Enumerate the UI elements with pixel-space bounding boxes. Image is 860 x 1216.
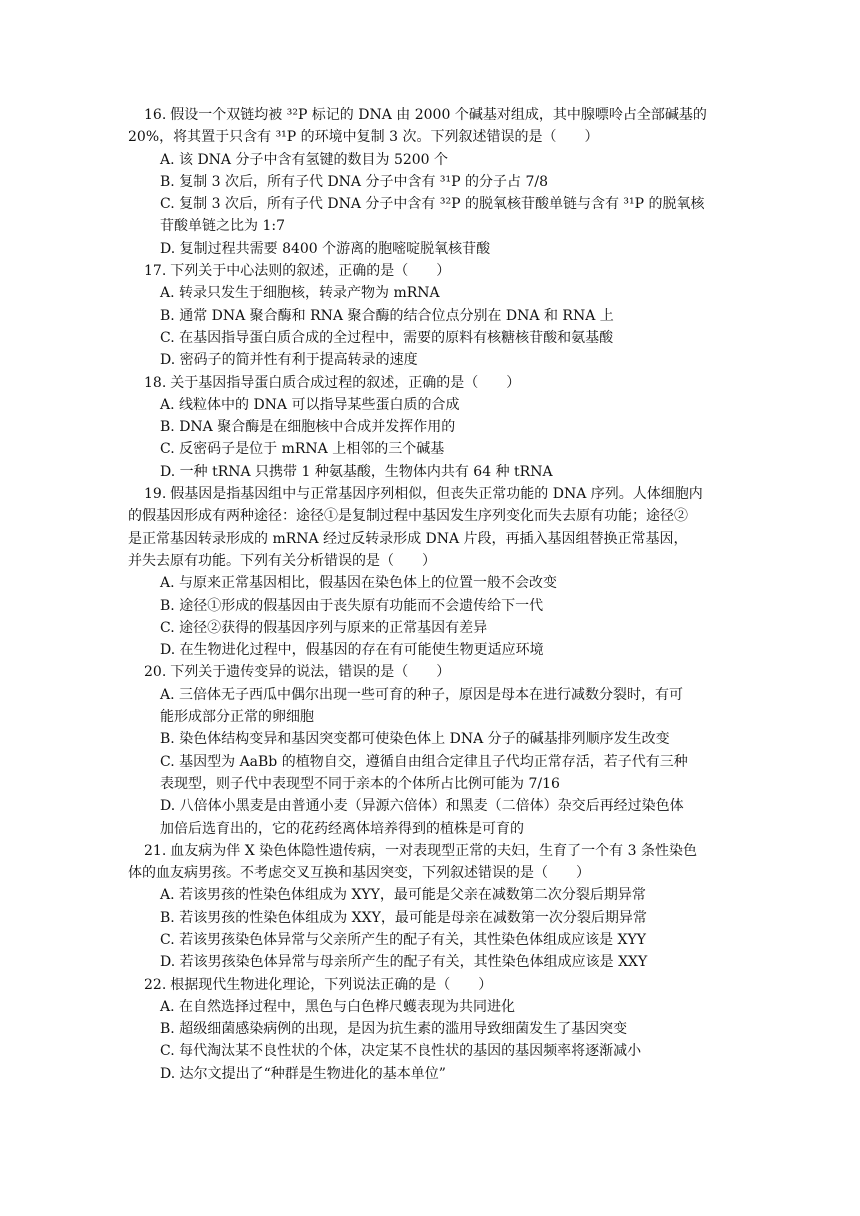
question-stem-line: 20%，将其置于只含有 ³¹P 的环境中复制 3 次。下列叙述错误的是（ ） xyxy=(128,129,599,146)
answer-option: D. 一种 tRNA 只携带 1 种氨基酸，生物体内共有 64 种 tRNA xyxy=(160,463,553,480)
question-21 xyxy=(128,840,734,974)
question-number: 20. xyxy=(144,664,167,681)
question-20 xyxy=(128,661,734,839)
answer-option: B. 染色体结构变异和基因突变都可使染色体上 DNA 分子的碱基排列顺序发生改变 xyxy=(160,731,670,748)
answer-option: A. 线粒体中的 DNA 可以指导某些蛋白质的合成 xyxy=(160,396,460,413)
answer-option: C. 基因型为 AaBb 的植物自交，遵循自由组合定律且子代均正常存活，若子代有三种 xyxy=(160,753,688,770)
question-number: 19. xyxy=(144,486,167,503)
answer-option: A. 转录只发生于细胞核，转录产物为 mRNA xyxy=(160,285,440,302)
question-stem-line: 并失去原有功能。下列有关分析错误的是（ ） xyxy=(128,552,436,569)
question-stem-first-line xyxy=(128,661,734,683)
question-number: 17. xyxy=(144,263,167,280)
question-number: 18. xyxy=(144,374,167,391)
question-number: 21. xyxy=(144,842,167,859)
answer-option: C. 复制 3 次后，所有子代 DNA 分子中含有 ³²P 的脱氧核苷酸单链与含有 ³¹P 的脱氧核 xyxy=(160,196,705,213)
question-22 xyxy=(128,974,734,1085)
answer-option: C. 途径②获得的假基因序列与原来的正常基因有差异 xyxy=(160,619,488,636)
question-stem-first-line xyxy=(128,840,734,862)
question-stem-first-line xyxy=(128,260,734,282)
question-stem-line: 体的血友病男孩。不考虑交叉互换和基因突变，下列叙述错误的是（ ） xyxy=(128,865,590,882)
answer-option: D. 达尔文提出了“种群是生物进化的基本单位” xyxy=(160,1065,446,1082)
question-stem-text: 关于基因指导蛋白质合成过程的叙述，正确的是（ ） xyxy=(170,374,521,391)
answer-option: A. 若该男孩的性染色体组成为 XYY，最可能是父亲在减数第二次分裂后期异常 xyxy=(160,887,646,904)
answer-option: B. 超级细菌感染病例的出现，是因为抗生素的滥用导致细菌发生了基因突变 xyxy=(160,1021,628,1038)
question-stem-first-line xyxy=(128,974,734,996)
answer-option: B. 途径①形成的假基因由于丧失原有功能而不会遗传给下一代 xyxy=(160,597,544,614)
answer-option: C. 每代淘汰某不良性状的个体，决定某不良性状的基因的基因频率将逐渐减小 xyxy=(160,1043,642,1060)
question-number: 22. xyxy=(144,976,167,993)
question-17 xyxy=(128,260,734,371)
answer-option: D. 八倍体小黑麦是由普通小麦（异源六倍体）和黑麦（二倍体）杂交后再经过染色体 xyxy=(160,798,684,815)
question-stem-first-line xyxy=(128,372,734,394)
question-stem-text: 根据现代生物进化理论，下列说法正确的是（ ） xyxy=(170,976,493,993)
answer-option: B. 复制 3 次后，所有子代 DNA 分子中含有 ³¹P 的分子占 7/8 xyxy=(160,173,549,190)
answer-option-continuation: 加倍后选育出的，它的花药经离体培养得到的植株是可育的 xyxy=(160,820,524,837)
answer-option-continuation: 苷酸单链之比为 1:7 xyxy=(160,218,285,235)
answer-option: B. 若该男孩的性染色体组成为 XXY，最可能是母亲在减数第一次分裂后期异常 xyxy=(160,909,647,926)
question-stem-text: 血友病为伴 X 染色体隐性遗传病，一对表现型正常的夫妇，生育了一个有 3 条性染色 xyxy=(170,842,697,859)
answer-option: D. 复制过程共需要 8400 个游离的胞嘧啶脱氧核苷酸 xyxy=(160,240,491,257)
answer-option: B. DNA 聚合酶是在细胞核中合成并发挥作用的 xyxy=(160,419,456,436)
answer-option-continuation: 能形成部分正常的卵细胞 xyxy=(160,709,314,726)
question-stem-first-line xyxy=(128,483,734,505)
question-stem-text: 下列关于遗传变异的说法，错误的是（ ） xyxy=(170,664,451,681)
answer-option-continuation: 表现型，则子代中表现型不同于亲本的个体所占比例可能为 7/16 xyxy=(160,775,560,792)
answer-option: A. 该 DNA 分子中含有氢键的数目为 5200 个 xyxy=(160,151,449,168)
answer-option: D. 若该男孩染色体异常与母亲所产生的配子有关，其性染色体组成应该是 XXY xyxy=(160,954,648,971)
answer-option: D. 在生物进化过程中，假基因的存在有可能使生物更适应环境 xyxy=(160,642,544,659)
answer-option: C. 反密码子是位于 mRNA 上相邻的三个碱基 xyxy=(160,441,445,458)
question-list xyxy=(128,104,734,1085)
question-18 xyxy=(128,372,734,483)
question-stem-text: 假基因是指基因组中与正常基因序列相似，但丧失正常功能的 DNA 序列。人体细胞内 xyxy=(170,486,703,503)
answer-option: B. 通常 DNA 聚合酶和 RNA 聚合酶的结合位点分别在 DNA 和 RNA 上 xyxy=(160,307,614,324)
question-stem-first-line xyxy=(128,104,734,126)
question-number: 16. xyxy=(144,107,167,123)
answer-option: C. 若该男孩染色体异常与父亲所产生的配子有关，其性染色体组成应该是 XYY xyxy=(160,931,647,948)
answer-option: A. 三倍体无子西瓜中偶尔出现一些可育的种子，原因是母本在进行减数分裂时，有可 xyxy=(160,686,684,703)
question-16 xyxy=(128,104,734,260)
question-stem-line: 是正常基因转录形成的 mRNA 经过反转录形成 DNA 片段，再插入基因组替换正常基因， xyxy=(128,530,688,547)
answer-option: C. 在基因指导蛋白质合成的全过程中，需要的原料有核糖核苷酸和氨基酸 xyxy=(160,329,614,346)
answer-option: A. 在自然选择过程中，黑色与白色桦尺蠖表现为共同进化 xyxy=(160,998,516,1015)
question-19 xyxy=(128,483,734,661)
question-stem-text: 假设一个双链均被 ³²P 标记的 DNA 由 2000 个碱基对组成，其中腺嘌呤占全部碱基的 xyxy=(170,107,707,123)
answer-option: A. 与原来正常基因相比，假基因在染色体上的位置一般不会改变 xyxy=(160,575,558,592)
question-stem-line: 的假基因形成有两种途径：途径①是复制过程中基因发生序列变化而失去原有功能；途径② xyxy=(128,508,688,525)
answer-option: D. 密码子的简并性有利于提高转录的速度 xyxy=(160,352,418,369)
question-stem-text: 下列关于中心法则的叙述，正确的是（ ） xyxy=(170,263,451,280)
